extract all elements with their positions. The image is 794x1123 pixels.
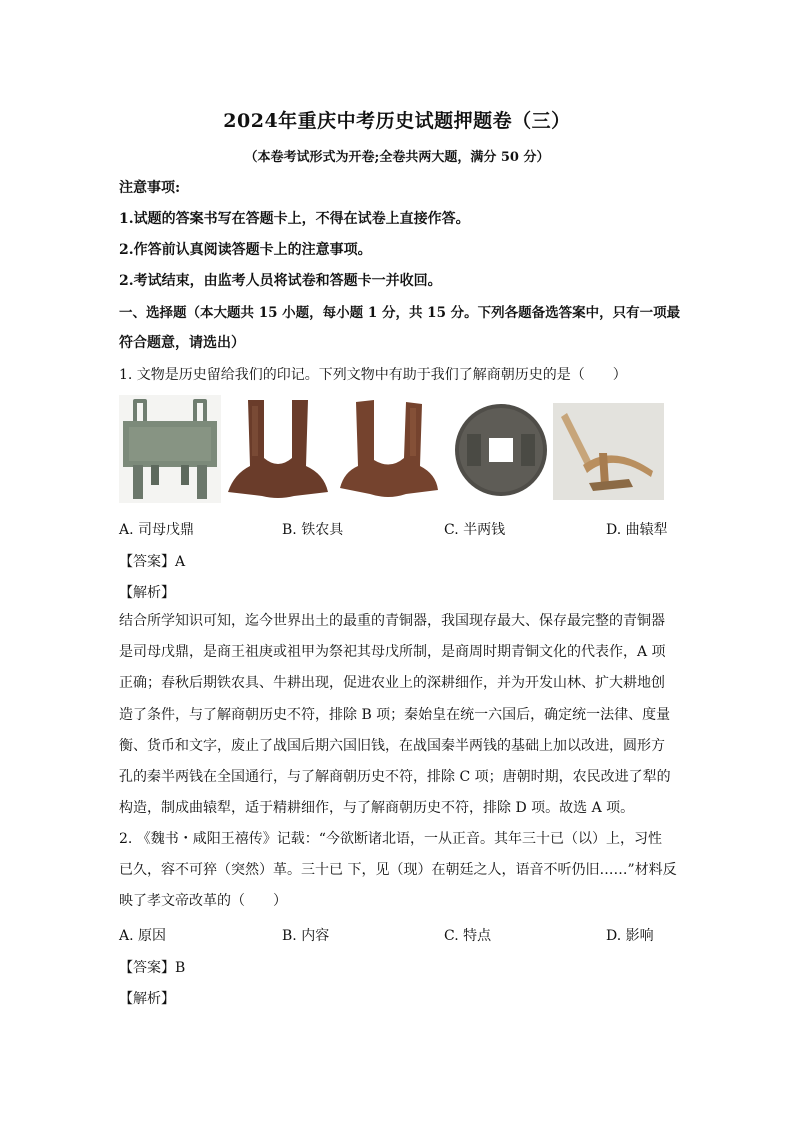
note-item: 2.考试结束，由监考人员将试卷和答题卡一并收回。	[119, 273, 442, 289]
option-c: C. 特点	[444, 928, 492, 944]
option-d: D. 影响	[606, 928, 654, 944]
note-item: 1.试题的答案书写在答题卡上，不得在试卷上直接作答。	[119, 211, 470, 227]
section-heading: 一、选择题（本大题共 15 小题，每小题 1 分，共 15 分。下列各题备选答案中，只有一项最	[119, 305, 681, 321]
analysis-line: 结合所学知识可知，迄今世界出土的最重的青铜器，我国现存最大、保存最完整的青铜器	[119, 613, 665, 629]
notes-heading: 注意事项:	[119, 180, 181, 196]
analysis-line: 是司母戊鼎，是商王祖庚或祖甲为祭祀其母戊所制，是商周时期青铜文化的代表作，A 项	[119, 644, 666, 661]
iron-tool-image	[336, 396, 442, 502]
option-b: B. 铁农具	[282, 522, 344, 538]
question-line: 已久，容不可猝（突然）革。三十已 下，见（现）在朝廷之人，语音不听仍旧……”材料反	[119, 862, 677, 879]
analysis-label: 【解析】	[119, 991, 175, 1007]
ding-image	[119, 395, 221, 503]
option-a: A. 原因	[119, 928, 167, 944]
option-b: B. 内容	[282, 928, 330, 944]
coin-image	[453, 400, 549, 500]
page-subtitle: （本卷考试形式为开卷;全卷共两大题，满分 50 分）	[244, 150, 550, 165]
analysis-text	[119, 606, 679, 824]
analysis-line: 造了条件，与了解商朝历史不符，排除 B 项；秦始皇在统一六国后，确定统一法律、度量	[119, 706, 671, 723]
page-title: 2024年重庆中考历史试题押题卷（三）	[223, 110, 571, 132]
option-c: C. 半两钱	[444, 522, 506, 538]
analysis-line: 正确；春秋后期铁农具、牛耕出现，促进农业上的深耕细作，并为开发山林、扩大耕地创	[119, 675, 665, 692]
option-a: A. 司母戊鼎	[119, 522, 195, 538]
question-line: 映了孝文帝改革的（ ）	[119, 893, 287, 910]
iron-tool-image	[226, 396, 330, 502]
answer-label: 【答案】B	[119, 960, 186, 976]
analysis-line: 孔的秦半两钱在全国通行，与了解商朝历史不符，排除 C 项；唐朝时期，农民改进了犁的	[119, 769, 671, 786]
section-heading-cont: 符合题意，请选出）	[119, 335, 245, 351]
question-1-stem: 1. 文物是历史留给我们的印记。下列文物中有助于我们了解商朝历史的是（ ）	[119, 367, 627, 383]
option-d: D. 曲辕犁	[606, 522, 668, 538]
plough-image	[553, 403, 664, 500]
analysis-line: 构造，制成曲辕犁，适于精耕细作，与了解商朝历史不符，排除 D 项。故选 A 项。	[119, 800, 635, 817]
analysis-label: 【解析】	[119, 585, 175, 601]
question-line: 2. 《魏书・咸阳王禧传》记载：“今欲断诸北语，一从正音。其年三十已（以）上，习性	[119, 831, 662, 847]
question-2-stem	[119, 824, 679, 918]
note-item: 2.作答前认真阅读答题卡上的注意事项。	[119, 242, 372, 258]
analysis-line: 衡、货币和文字，废止了战国后期六国旧钱，在战国秦半两钱的基础上加以改进，圆形方	[119, 737, 665, 754]
answer-label: 【答案】A	[119, 554, 186, 570]
